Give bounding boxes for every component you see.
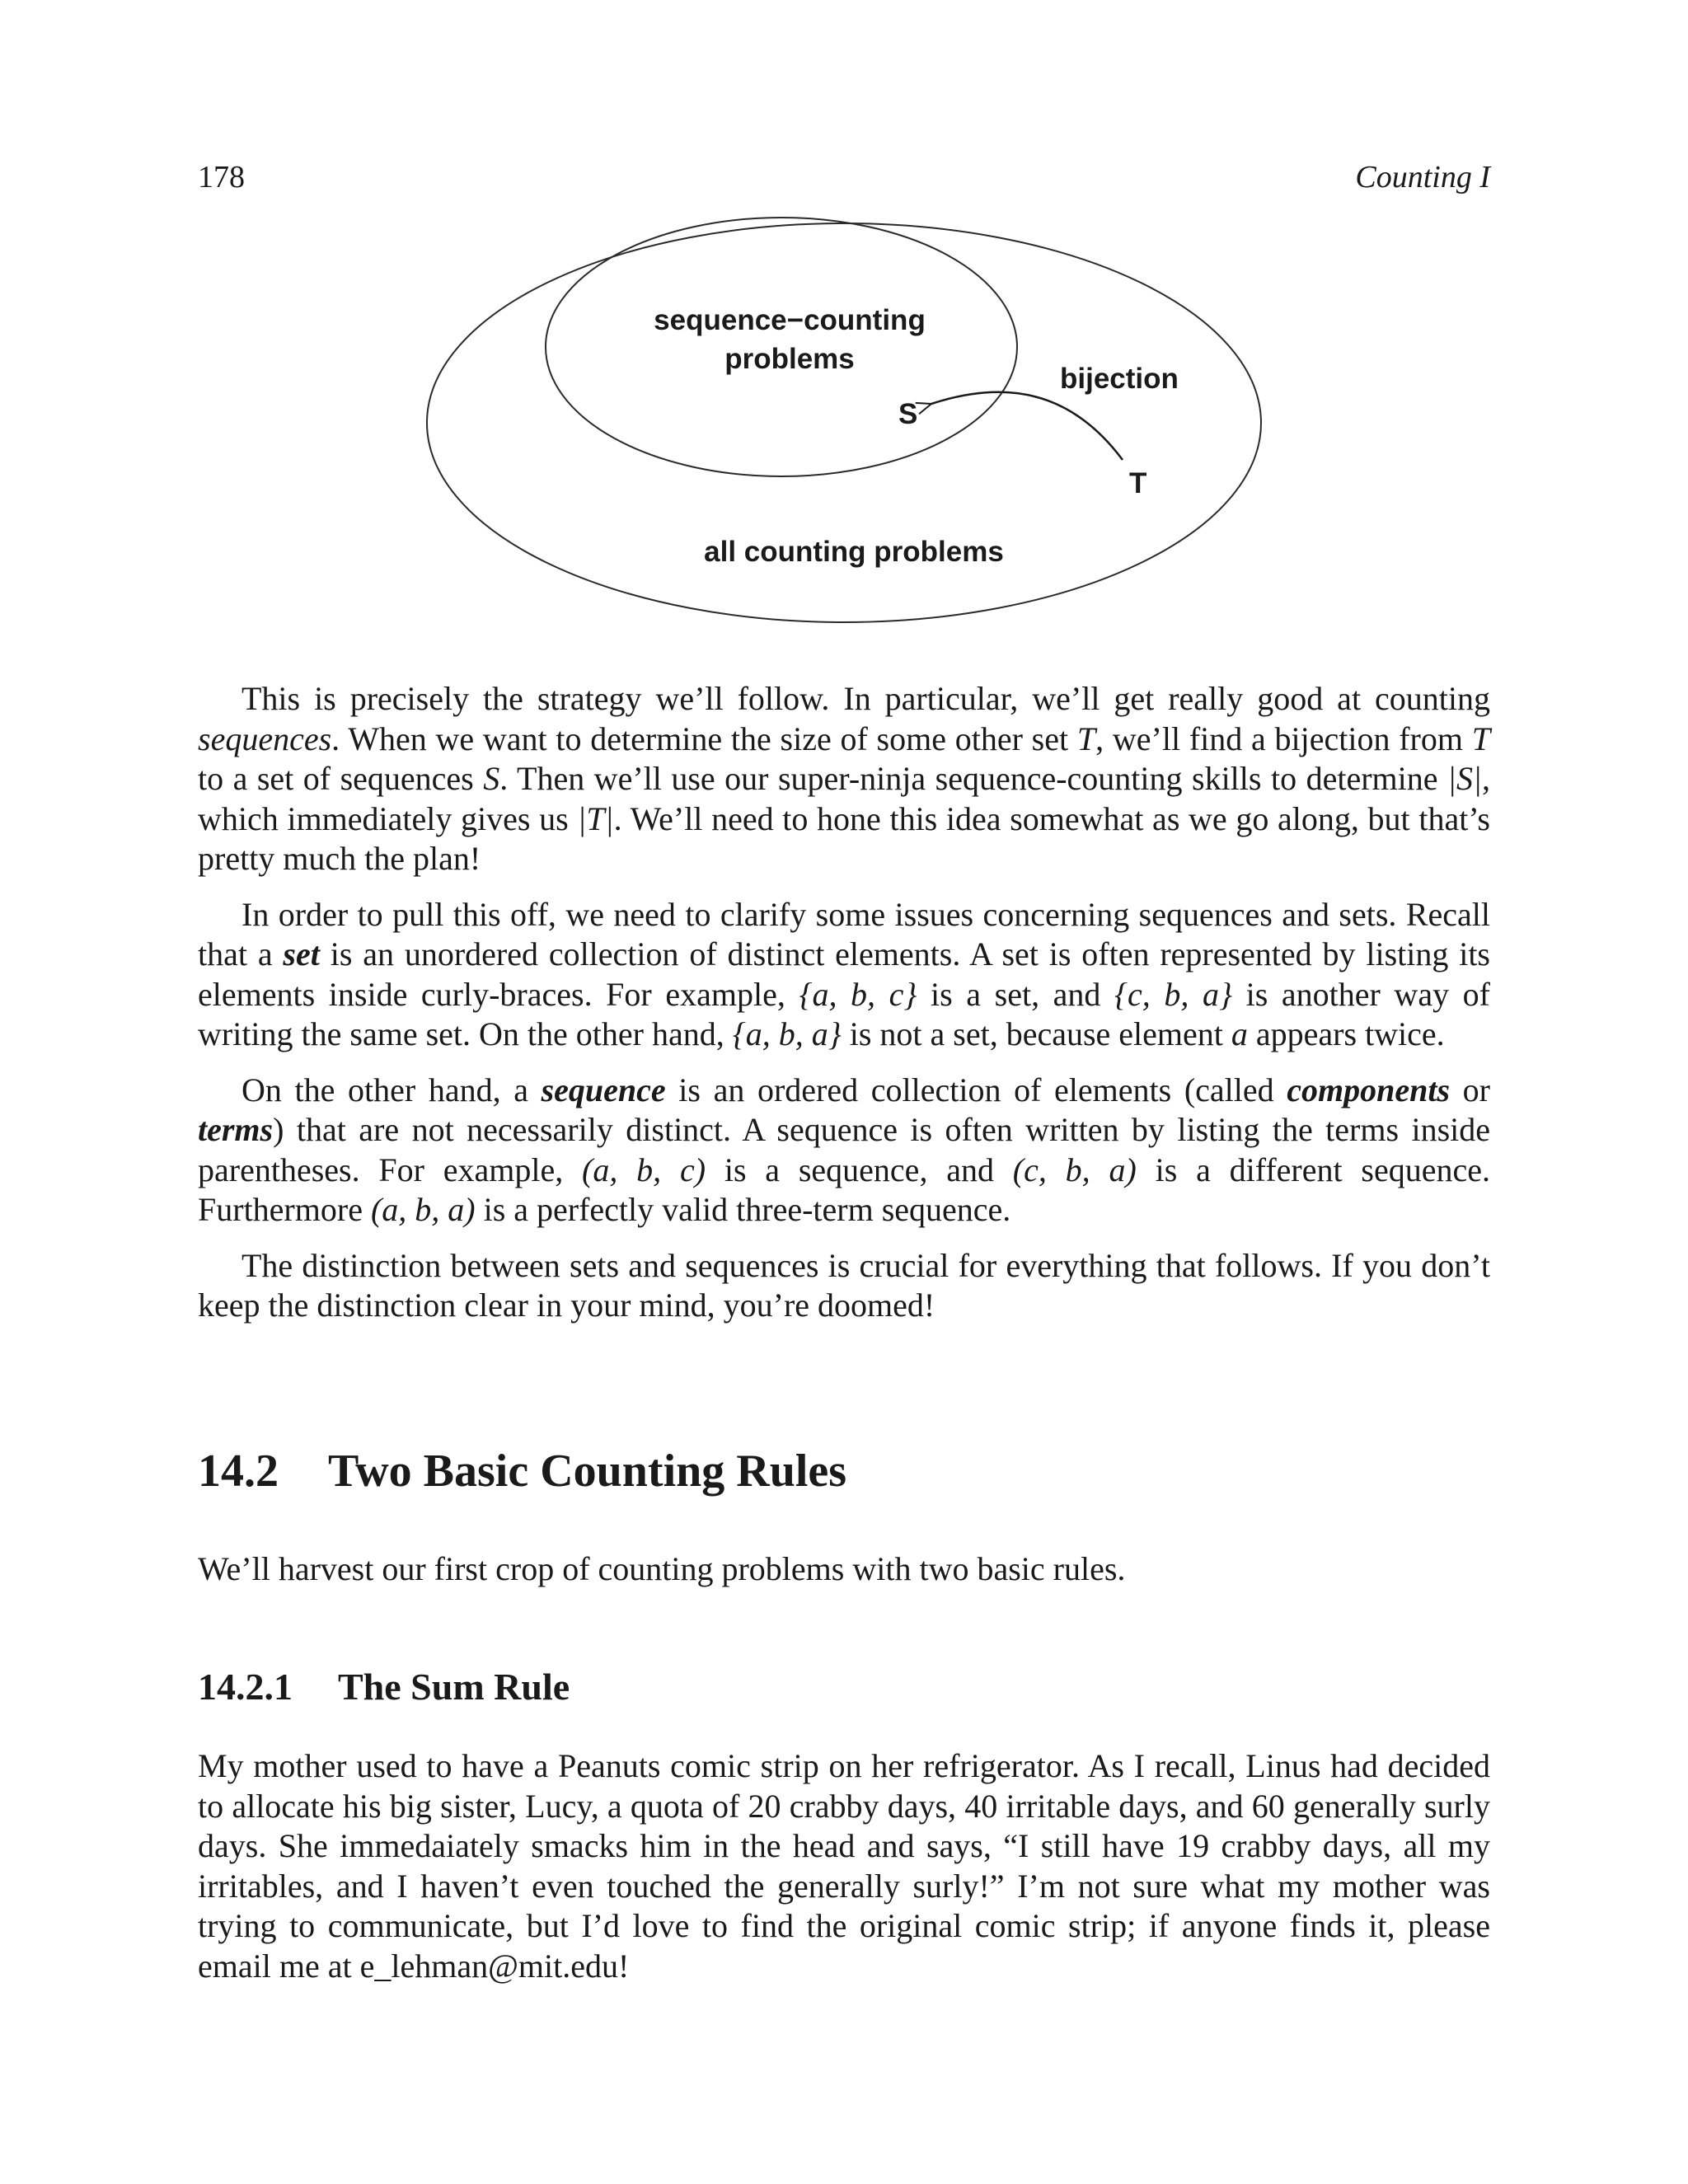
- bijection-arrow: [931, 392, 1123, 460]
- math-a: a: [1231, 1015, 1248, 1052]
- subsection-number: 14.2.1: [198, 1666, 293, 1708]
- subsection-title: The Sum Rule: [338, 1666, 570, 1708]
- math-seq-cba: (c, b, a): [1012, 1151, 1137, 1188]
- paragraph-distinction: The distinction between sets and sequences is crucial for everything that follows. If you don’t keep the distinction clear in your mind, you’re doomed!: [198, 1246, 1490, 1324]
- math-set-abc: {a, b, c}: [799, 975, 917, 1013]
- section-intro-text: We’ll harvest our first crop of counting problems with two basic rules.: [198, 1550, 1126, 1587]
- inner-label-line2: problems: [724, 343, 855, 375]
- chapter-title: Counting I: [1355, 160, 1490, 194]
- term-components: components: [1287, 1071, 1451, 1108]
- paragraph-peanuts: My mother used to have a Peanuts comic strip on her refrigerator. As I recall, Linus had decided to allocate his big sister, Lucy, a quota of 20 crabby days, 40 irritable days, and 60 generally surly days. She immedaiately smacks him in the head and says, “I still have 19 crabby days, all my irritables, and I haven’t even touched the generally surly!” I’m not sure what my mother was trying to communicate, but I’d love to find the original comic strip; if anyone finds it, please email me at e_lehman@mit.edu!: [198, 1747, 1490, 1985]
- section-heading: [198, 1442, 846, 1500]
- math-set-aba: {a, b, a}: [732, 1015, 842, 1052]
- math-seq-aba: (a, b, a): [370, 1191, 476, 1228]
- term-terms: terms: [198, 1111, 274, 1148]
- math-seq-abc: (a, b, c): [582, 1151, 706, 1188]
- section-title: Two Basic Counting Rules: [328, 1446, 847, 1497]
- term-sequence: sequence: [541, 1071, 666, 1108]
- venn-diagram: [0, 0, 1688, 659]
- section-intro: [198, 1549, 1490, 1605]
- page-number: 178: [198, 160, 245, 194]
- math-abs-S: |S|: [1447, 760, 1482, 797]
- math-abs-T: |T|: [577, 799, 614, 837]
- paragraph-strategy: This is precisely the strategy we’ll follow. In particular, we’ll get really good at counting sequences. When we want to determine the size of some other set T, we’ll find a bijection from T to a set of sequences S. Then we’ll use our super-ninja sequence-counting skills to determine |S|, which immediately gives us |T|. We’ll need to hone this idea somewhat as we go along, but that’s pretty much the plan!: [198, 680, 1490, 877]
- bijection-label: bijection: [1060, 363, 1179, 395]
- term-set: set: [283, 935, 320, 972]
- paragraph-sets: In order to pull this off, we need to clarify some issues concerning sequences and sets. Recall that a set is an unordered collection of distinct elements. A set is often represented by listing its elements inside curly-braces. For example, {a, b, c} is a set, and {c, b, a} is another way of writing the same set. On the other hand, {a, b, a} is not a set, because element a appears twice.: [198, 895, 1490, 1052]
- emphasis-sequences: sequences: [198, 719, 332, 757]
- inner-label-line1: sequence−counting: [654, 304, 926, 336]
- math-S: S: [483, 760, 500, 797]
- section-number: 14.2: [198, 1446, 279, 1497]
- outer-label: all counting problems: [704, 536, 1004, 568]
- s-label: S: [898, 398, 918, 430]
- math-T: T: [1076, 719, 1096, 757]
- math-T: T: [1471, 719, 1490, 757]
- body-text-block: [198, 679, 1490, 1342]
- subsection-heading: [198, 1662, 570, 1712]
- paragraph-sequences: On the other hand, a sequence is an ordered collection of elements (called components or terms) that are not necessarily distinct. A sequence is often written by listing the terms inside parentheses. For example, (a, b, c) is a sequence, and (c, b, a) is a different sequence. Furthermore (a, b, a) is a perfectly valid three-term sequence.: [198, 1071, 1490, 1228]
- t-label: T: [1129, 467, 1147, 499]
- sum-rule-block: [198, 1746, 1490, 2002]
- math-set-cba: {c, b, a}: [1114, 975, 1232, 1013]
